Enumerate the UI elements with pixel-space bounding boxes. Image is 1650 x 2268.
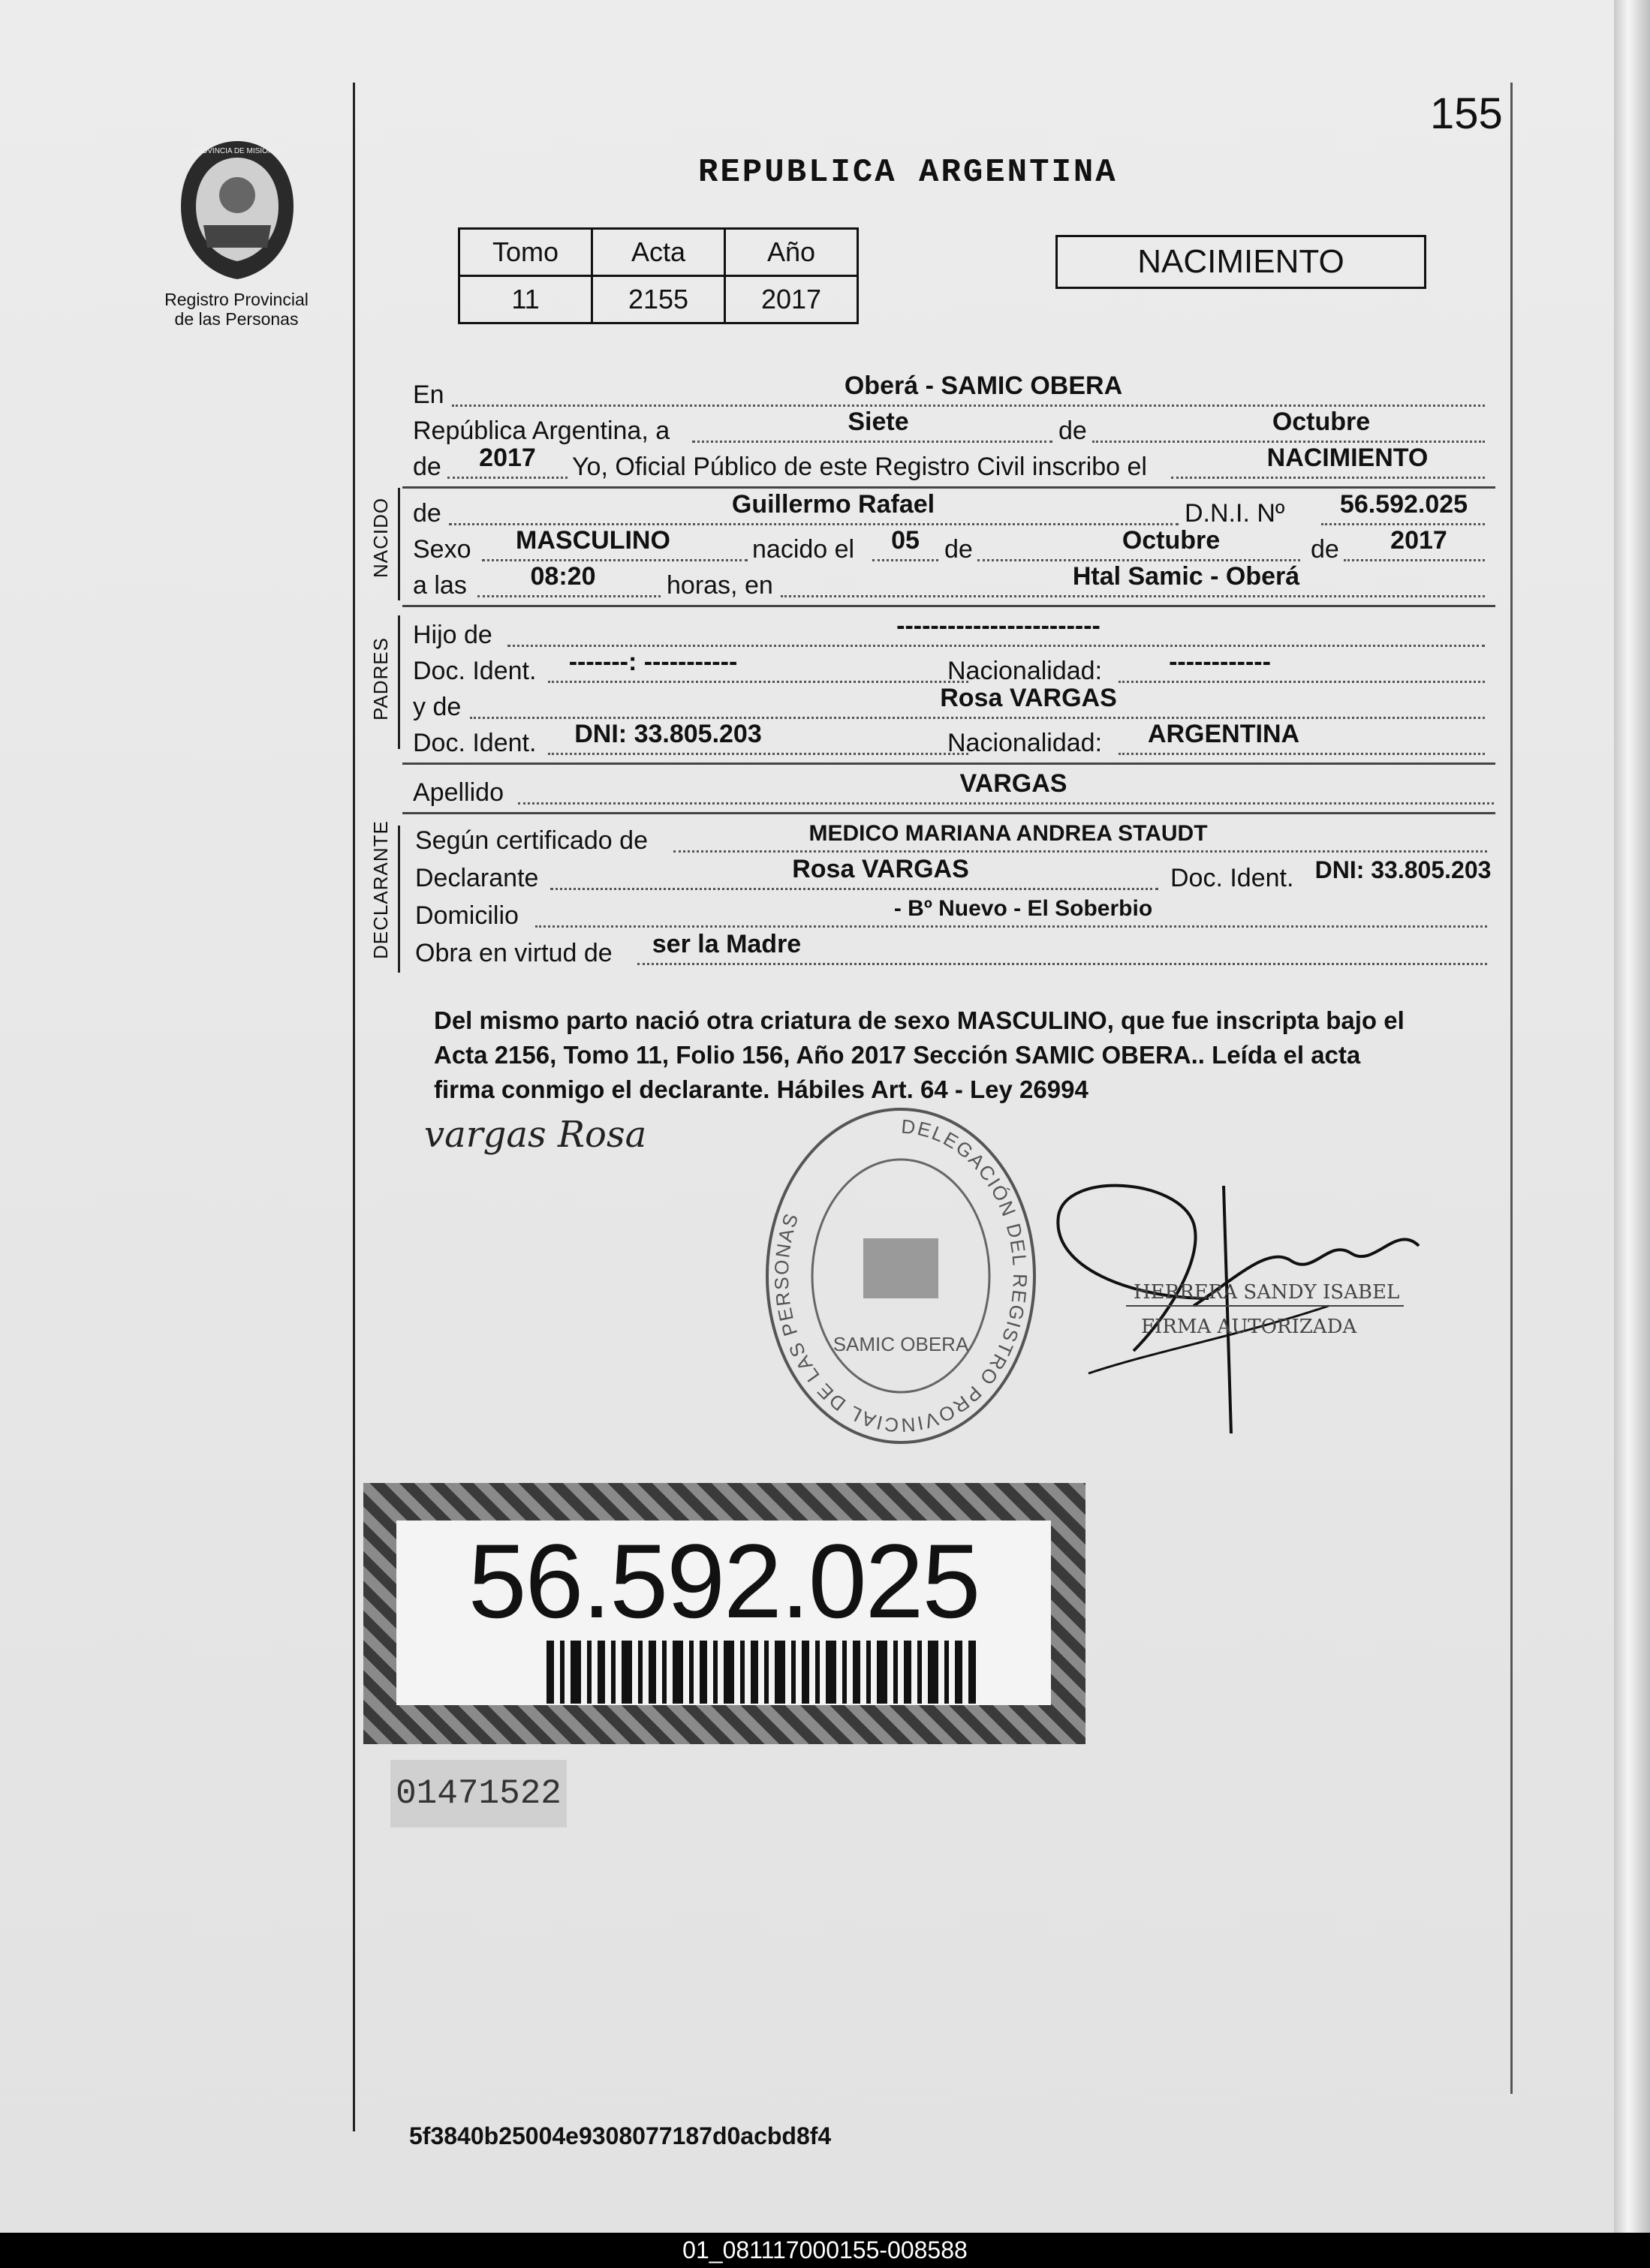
birth-day-value: 05 bbox=[891, 526, 920, 555]
declarante-bracket bbox=[398, 826, 400, 973]
record-table bbox=[458, 227, 859, 324]
note-line-2: Acta 2156, Tomo 11, Folio 156, Año 2017 Sección SAMIC OBERA.. Leída el acta bbox=[434, 1041, 1361, 1069]
sexo-label: Sexo bbox=[413, 535, 471, 564]
official-signature-icon bbox=[1043, 1156, 1434, 1441]
apellido-label: Apellido bbox=[413, 778, 504, 807]
nacido-section-label: NACIDO bbox=[369, 497, 392, 578]
domicilio-value: - Bº Nuevo - El Soberbio bbox=[893, 896, 1153, 921]
country-title: REPUBLICA ARGENTINA bbox=[698, 154, 1118, 191]
row-oficial bbox=[413, 444, 1494, 483]
oficial-text: Yo, Oficial Público de este Registro Civil inscribo el bbox=[572, 453, 1147, 481]
birth-month-value: Octubre bbox=[1122, 526, 1221, 555]
separator bbox=[402, 486, 1495, 489]
nacido-name-value: Guillermo Rafael bbox=[731, 490, 935, 519]
mother-doc-value: DNI: 33.805.203 bbox=[574, 720, 762, 748]
row-y-de bbox=[413, 684, 1494, 723]
birth-year-value: 2017 bbox=[1390, 526, 1447, 555]
mother-nac-value: ARGENTINA bbox=[1147, 720, 1300, 748]
record-type-box: NACIMIENTO bbox=[1055, 235, 1426, 289]
padres-section-label: PADRES bbox=[369, 637, 392, 720]
seal-ring-text: DELEGACIÓN DEL REGISTRO PROVINCIAL DE LAS PERSONAS bbox=[769, 1114, 1032, 1437]
month-value: Octubre bbox=[1272, 408, 1371, 436]
mother-nac-label: Nacionalidad: bbox=[947, 729, 1103, 757]
declarant-signature: vargas Rosa bbox=[424, 1114, 647, 1156]
obra-value: ser la Madre bbox=[652, 930, 802, 958]
en-label: En bbox=[413, 381, 444, 409]
left-margin-line bbox=[353, 83, 355, 2131]
row-apellido bbox=[413, 769, 1494, 809]
dni-label: D.N.I. Nº bbox=[1185, 499, 1285, 528]
additional-note bbox=[434, 1003, 1485, 1107]
official-name-text: HERRERA SANDY ISABEL bbox=[1134, 1281, 1400, 1304]
row-nacido-nombre bbox=[413, 490, 1494, 530]
barcode-bars-icon bbox=[546, 1641, 976, 1704]
row-nacido-sexo bbox=[413, 526, 1494, 566]
right-margin-line bbox=[1510, 83, 1513, 2094]
declarante-section-label: DECLARANTE bbox=[369, 820, 392, 959]
father-nac-label: Nacionalidad: bbox=[947, 657, 1103, 685]
registry-caption-line2: de las Personas bbox=[174, 309, 299, 329]
row-domicilio bbox=[415, 896, 1496, 932]
declarante-label: Declarante bbox=[415, 864, 539, 892]
day-written-value: Siete bbox=[848, 408, 909, 436]
note-line-3: firma conmigo el declarante. Hábiles Art. 64 - Ley 26994 bbox=[434, 1075, 1088, 1103]
registry-seal-icon bbox=[758, 1103, 1043, 1456]
certificado-value: MEDICO MARIANA ANDREA STAUDT bbox=[808, 821, 1208, 846]
official-title-text: FIRMA AUTORIZADA bbox=[1141, 1316, 1357, 1338]
row-hijo-de bbox=[413, 612, 1494, 651]
row-en bbox=[413, 371, 1494, 411]
sexo-value: MASCULINO bbox=[516, 526, 670, 555]
a-las-label: a las bbox=[413, 571, 467, 600]
row-declarante bbox=[415, 855, 1496, 895]
row-father-doc bbox=[413, 648, 1494, 687]
anio-header: Año bbox=[725, 229, 858, 276]
nacido-bracket bbox=[398, 488, 400, 600]
acto-value: NACIMIENTO bbox=[1266, 444, 1429, 472]
de2-label: de bbox=[413, 453, 441, 481]
page-number: 155 bbox=[1430, 89, 1503, 138]
obra-label: Obra en virtud de bbox=[415, 939, 613, 967]
declarante-value: Rosa VARGAS bbox=[792, 855, 969, 883]
acta-header: Acta bbox=[592, 229, 725, 276]
father-nac-value: ------------ bbox=[1169, 648, 1271, 676]
year-value: 2017 bbox=[479, 444, 536, 472]
anio-value: 2017 bbox=[725, 276, 858, 323]
father-name-value: ------------------------ bbox=[896, 612, 1101, 640]
registry-caption bbox=[143, 290, 330, 329]
province-emblem-icon bbox=[170, 135, 305, 285]
file-footer: 01_081117000155-008588 bbox=[0, 2233, 1650, 2268]
y-de-label: y de bbox=[413, 693, 462, 721]
nacido-el-label: nacido el bbox=[752, 535, 855, 564]
en-value: Oberá - SAMIC OBERA bbox=[844, 371, 1123, 400]
note-line-1: Del mismo parto nació otra criatura de sexo MASCULINO, que fue inscripta bajo el bbox=[434, 1006, 1405, 1034]
row-certificado bbox=[415, 821, 1496, 857]
row-republica bbox=[413, 408, 1494, 447]
row-nacido-hora bbox=[413, 562, 1494, 602]
domicilio-label: Domicilio bbox=[415, 901, 519, 930]
declarante-doc-label: Doc. Ident. bbox=[1170, 864, 1294, 892]
nacido-de3-label: de bbox=[1311, 535, 1339, 564]
hijo-de-label: Hijo de bbox=[413, 621, 492, 649]
de-label: de bbox=[1058, 417, 1087, 445]
registry-caption-line1: Registro Provincial bbox=[164, 290, 309, 309]
father-doc-label: Doc. Ident. bbox=[413, 657, 537, 685]
row-mother-doc bbox=[413, 720, 1494, 760]
certificado-label: Según certificado de bbox=[415, 826, 648, 855]
birth-hour-value: 08:20 bbox=[530, 562, 596, 591]
barcode-label bbox=[363, 1483, 1085, 1744]
mother-doc-label: Doc. Ident. bbox=[413, 729, 537, 757]
acta-value: 2155 bbox=[592, 276, 725, 323]
birth-place-value: Htal Samic - Oberá bbox=[1072, 562, 1300, 591]
row-obra bbox=[415, 930, 1496, 970]
republica-label: República Argentina, a bbox=[413, 417, 670, 445]
padres-bracket bbox=[398, 615, 400, 749]
emblem-logo-text: PROVINCIA DE MISIONES bbox=[191, 147, 284, 155]
document-hash: 5f3840b25004e9308077187d0acbd8f4 bbox=[409, 2122, 832, 2149]
nacido-de-label: de bbox=[413, 499, 441, 528]
barcode-inner bbox=[396, 1521, 1051, 1705]
nacido-de2-label: de bbox=[944, 535, 973, 564]
page-edge bbox=[1614, 0, 1650, 2233]
barcode-number: 56.592.025 bbox=[468, 1522, 980, 1640]
father-doc-value: -------: ----------- bbox=[568, 648, 738, 676]
separator bbox=[402, 763, 1495, 765]
horas-en-label: horas, en bbox=[667, 571, 773, 600]
tomo-header: Tomo bbox=[459, 229, 592, 276]
apellido-value: VARGAS bbox=[959, 769, 1067, 798]
tomo-value: 11 bbox=[459, 276, 592, 323]
seal-inner-text: SAMIC OBERA bbox=[833, 1333, 969, 1355]
separator bbox=[402, 605, 1495, 607]
declarante-doc-value: DNI: 33.805.203 bbox=[1314, 856, 1492, 883]
separator bbox=[402, 812, 1495, 814]
dni-value: 56.592.025 bbox=[1339, 490, 1468, 519]
mother-name-value: Rosa VARGAS bbox=[940, 684, 1117, 712]
serial-number: 01471522 bbox=[390, 1760, 567, 1827]
